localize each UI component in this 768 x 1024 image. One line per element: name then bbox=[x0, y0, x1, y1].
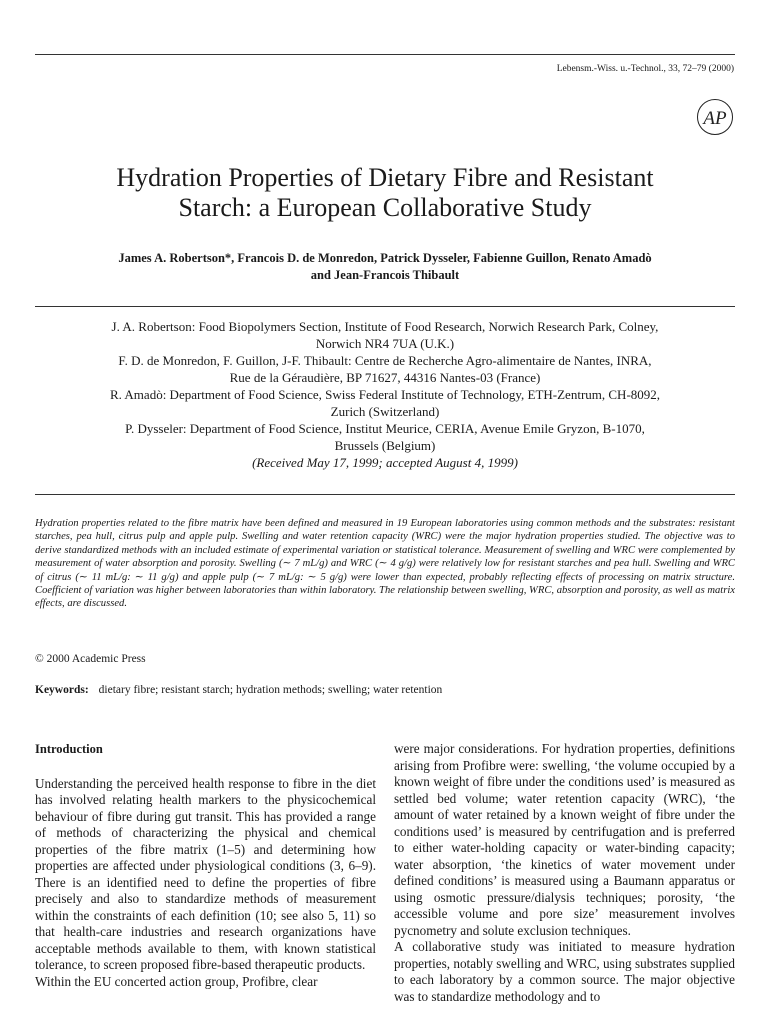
paragraph: were major considerations. For hydration properties, definitions arising from Profibre were: swelling, ‘the volume occupied by a known weight of fibre under the conditions used’ is measured as settled bed volume; water retention capacity (WRC), ‘the amount of water retained by a known weight of fibre under the conditions used’ is measured by centrifugation and is preferred to either water-holding capacity or water-binding capacity; water absorption, ‘the kinetics of water movement under defined conditions’ is measured using a Baumann apparatus or using osmotic pressure/dialysis techniques; porosity, ‘the accessible volume and pore size’ measurement involves pycnometry and solute exclusion techniques. bbox=[394, 741, 735, 938]
paragraph: Within the EU concerted action group, Profibre, clear bbox=[35, 973, 318, 989]
affiliation-line: R. Amadò: Department of Food Science, Swiss Federal Institute of Technology, ETH-Zentrum, CH-8092, bbox=[109, 387, 661, 402]
affiliations-top-rule bbox=[35, 306, 735, 307]
right-column bbox=[394, 741, 735, 1005]
abstract-top-rule bbox=[35, 494, 735, 495]
paragraph: Understanding the perceived health response to fibre in the diet has involved relating health markers to the physicochemical behaviour of fibre during gut transit. This has provided a range of methods of characterizing the physical and chemical properties of the fibre matrix (1–5) and determining how properties are affected under physiological conditions (3, 6–9). There is an identified need to define the properties of fibre precisely and also to standardize methods of measurement within the constraints of each definition (10; see also 5, 11) so that health-care industries and research organizations have acceptable methods available to them, with known statistical tolerance, to screen proposed fibre-based therapeutic products. bbox=[35, 775, 376, 972]
authors-line-1: James A. Robertson*, Francois D. de Monredon, Patrick Dysseler, Fabienne Guillon, Renato Amadò bbox=[118, 251, 652, 265]
left-column bbox=[35, 741, 376, 990]
abstract: Hydration properties related to the fibre matrix have been defined and measured in 19 European laboratories using common methods and the substrates: resistant starches, pea hull, citrus pulp and apple pulp. Swelling and water retention capacity (WRC) were the major hydration properties studied. The objective was to derive standardized methods with an included estimate of experimental variation or statistical tolerance. Measurement of swelling and WRC were complemented by measurement of water absorption and porosity. Swelling (∼ 7 mL/g) and WRC (∼ 4 g/g) were relatively low for resistant starches and pea hull. Swelling and WRC of citrus (∼ 11 mL/g: ∼ 11 g/g) and apple pulp (∼ 7 mL/g: ∼ 5 g/g) were lower than expected, probably reflecting effects of processing on matrix structure. Coefficient of variation was higher between laboratories than within laboratory. The relationship between swelling, WRC, absorption and porosity, as well as matrix effects, are discussed. bbox=[35, 518, 735, 610]
paragraph: A collaborative study was initiated to measure hydration properties, notably swelling and WRC, using substrates supplied to each laboratory by a common source. The major objective was to standardize methodology and to bbox=[394, 939, 735, 1004]
copyright-notice: © 2000 Academic Press bbox=[35, 653, 146, 665]
keywords-list: dietary fibre; resistant starch; hydration methods; swelling; water retention bbox=[98, 684, 443, 696]
affiliation-line: J. A. Robertson: Food Biopolymers Section, Institute of Food Research, Norwich Research Park, Colney, bbox=[111, 319, 659, 334]
received-dates: (Received May 17, 1999; accepted August 4, 1999) bbox=[252, 455, 518, 470]
article-title bbox=[35, 163, 735, 223]
journal-reference: Lebensm.-Wiss. u.-Technol., 33, 72–79 (2000) bbox=[556, 64, 734, 74]
keywords-label: Keywords: bbox=[35, 684, 89, 696]
authors-line-2: and Jean-Francois Thibault bbox=[310, 268, 460, 282]
author-list bbox=[35, 250, 735, 284]
affiliation-line: Zurich (Switzerland) bbox=[330, 404, 440, 419]
title-line-2: Starch: a European Collaborative Study bbox=[178, 193, 592, 222]
section-heading-introduction: Introduction bbox=[35, 742, 103, 756]
top-rule bbox=[35, 54, 735, 55]
affiliation-line: Norwich NR4 7UA (U.K.) bbox=[315, 336, 455, 351]
title-line-1: Hydration Properties of Dietary Fibre and Resistant bbox=[116, 163, 654, 192]
academic-press-logo-icon bbox=[696, 98, 734, 136]
affiliation-line: P. Dysseler: Department of Food Science, Institut Meurice, CERIA, Avenue Emile Gryzon, B-1070, bbox=[125, 421, 645, 436]
affiliation-line: Brussels (Belgium) bbox=[334, 438, 436, 453]
affiliation-line: F. D. de Monredon, F. Guillon, J-F. Thibault: Centre de Recherche Agro-alimentaire de Nantes, INRA, bbox=[118, 353, 652, 368]
affiliations bbox=[35, 318, 735, 471]
logo-text: AP bbox=[703, 108, 727, 129]
affiliation-line: Rue de la Géraudière, BP 71627, 44316 Nantes-03 (France) bbox=[229, 370, 541, 385]
keywords bbox=[35, 684, 442, 696]
